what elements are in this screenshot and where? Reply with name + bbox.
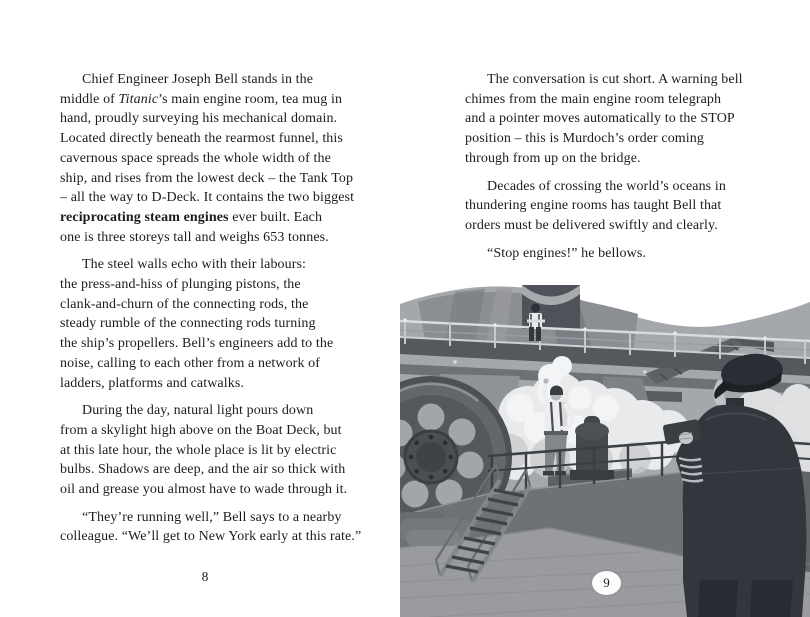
text-line: The steel walls echo with their labours: (82, 257, 307, 273)
text-line: Decades of crossing the world’s oceans in (487, 178, 726, 194)
text-line: bulbs. Shadows are deep, and the air so thick with (60, 462, 346, 478)
text-line: hand, proudly surveying his mechanical domain. (60, 111, 338, 127)
paragraph (60, 508, 370, 547)
text-line: from a skylight high above on the Boat Deck, but (60, 422, 342, 438)
text-line: orders must be delivered swiftly and clearly. (465, 217, 718, 233)
engine-room-illustration (400, 280, 810, 617)
text-line: one is three storeys tall and weighs 653 tonnes. (60, 229, 329, 245)
text-line: middle of Titanic’s main engine room, tea mug in (60, 91, 343, 107)
text-line: the ship’s propellers. Bell’s engineers add to the (60, 336, 334, 352)
paragraph (60, 70, 370, 247)
text-line: at this late hour, the whole place is lit by electric (60, 442, 337, 458)
text-line: cavernous space spreads the whole width of the (60, 150, 331, 166)
page-number-right: 9 (603, 575, 610, 590)
text-line: “Stop engines!” he bellows. (487, 245, 646, 261)
paragraph (60, 255, 370, 393)
page-number-left: 8 (201, 569, 209, 584)
text-line: position – this is Murdoch’s order coming (465, 131, 704, 147)
text-line: – all the way to D-Deck. It contains the two biggest (60, 190, 355, 206)
text-line: chimes from the main engine room telegraph (465, 91, 722, 107)
text-line: and a pointer moves automatically to the STOP (465, 111, 735, 127)
engine-room-illustration-wrap (400, 280, 810, 617)
text-line: ladders, platforms and catwalks. (60, 375, 244, 391)
text-line: “They’re running well,” Bell says to a nearby (82, 509, 342, 525)
text-line: During the day, natural light pours down (82, 403, 314, 419)
text-line: Chief Engineer Joseph Bell stands in the (82, 72, 314, 87)
paragraph (60, 401, 370, 500)
text-line: clank-and-churn of the connecting rods, the (60, 296, 309, 312)
left-page-text (60, 70, 370, 555)
text-line: oil and grease you almost have to wade through it. (60, 482, 348, 498)
right-page-text (465, 70, 765, 271)
paragraph (465, 177, 765, 236)
text-line: Located directly beneath the rearmost funnel, this (60, 131, 343, 147)
text-line: through from up on the bridge. (465, 150, 641, 166)
text-line: thundering engine rooms has taught Bell that (465, 198, 722, 214)
text-line: colleague. “We’ll get to New York early at this rate.” (60, 529, 362, 545)
page-number-right-badge (592, 571, 621, 595)
text-line: steady rumble of the connecting rods turning (60, 316, 316, 332)
text-line: reciprocating steam engines ever built. Each (60, 209, 323, 225)
text-line: The conversation is cut short. A warning bell (487, 72, 743, 87)
paragraph (465, 70, 765, 169)
text-line: ship, and rises from the lowest deck – the Tank Top (60, 170, 354, 186)
paragraph (465, 244, 765, 264)
text-line: noise, calling to each other from a network of (60, 355, 321, 371)
text-line: the press-and-hiss of plunging pistons, the (60, 277, 301, 293)
